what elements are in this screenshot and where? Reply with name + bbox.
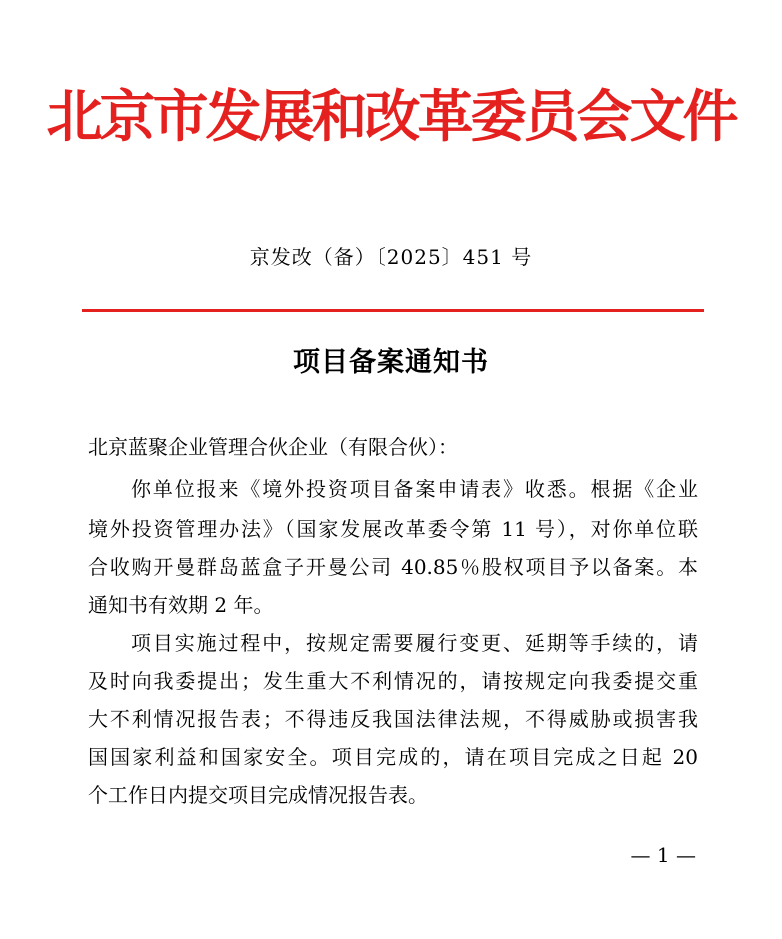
paragraph-2-line: 个工作日内提交项目完成情况报告表。: [88, 783, 428, 807]
paragraph-1-line: 合收购开曼群岛蓝盒子开曼公司 40.85％股权项目予以备案。本: [88, 555, 698, 579]
paragraph-1-line: 你单位报来《境外投资项目备案申请表》收悉。根据《企业: [131, 477, 698, 501]
red-separator-line: [82, 309, 704, 312]
paragraph-1-line: 境外投资管理办法》（国家发展改革委令第 11 号），对你单位联: [88, 517, 698, 541]
document-number: 京发改（备）〔2025〕451 号: [249, 245, 533, 269]
paragraph-2-line: 及时向我委提出；发生重大不利情况的，请按规定向我委提交重: [88, 669, 698, 693]
issuing-authority-title: 北京市发展和改革委员会文件: [46, 84, 736, 150]
addressee: 北京蓝聚企业管理合伙企业（有限合伙）：: [88, 435, 458, 459]
paragraph-2-line: 大不利情况报告表；不得违反我国法律法规，不得威胁或损害我: [88, 707, 698, 731]
page-number: — 1 —: [630, 843, 696, 867]
paragraph-2-line: 项目实施过程中，按规定需要履行变更、延期等手续的，请: [131, 631, 698, 655]
notice-title: 项目备案通知书: [293, 347, 489, 378]
paragraph-2-line: 国国家利益和国家安全。项目完成的，请在项目完成之日起 20: [88, 745, 698, 769]
paragraph-1-line: 通知书有效期 2 年。: [88, 593, 274, 617]
